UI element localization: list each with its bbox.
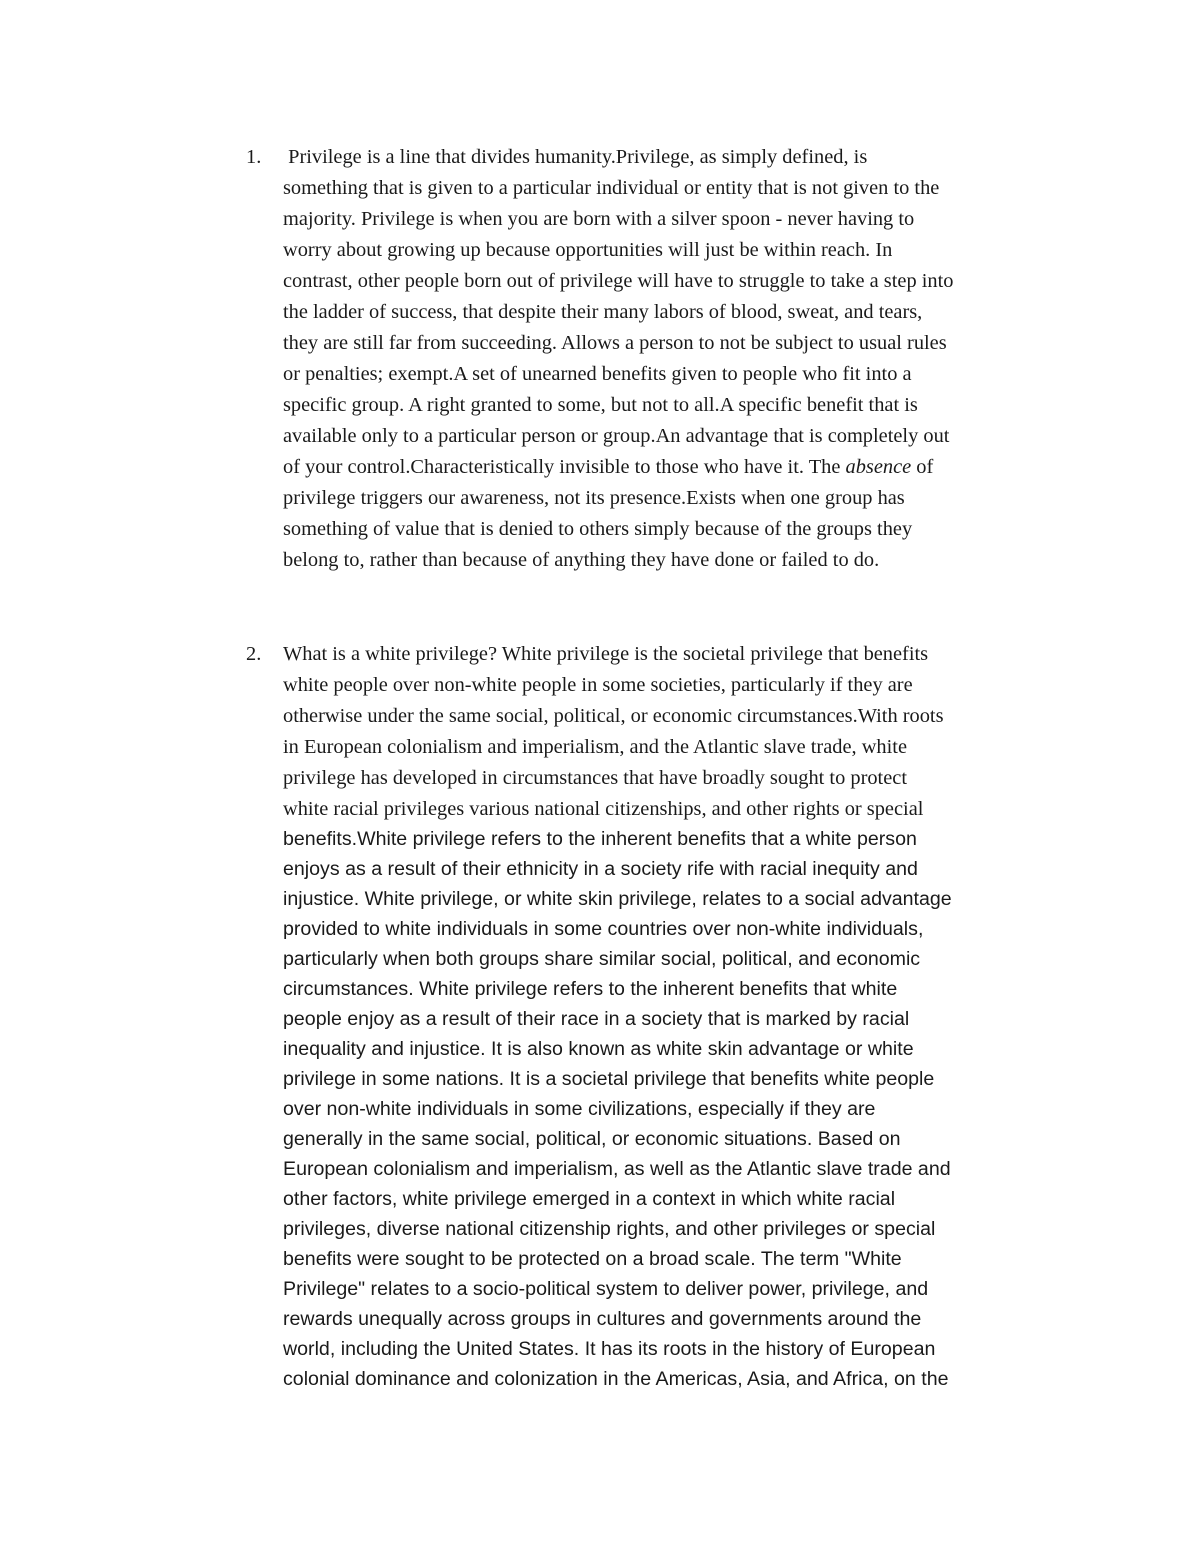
text-line-with-emphasis bbox=[283, 452, 1073, 483]
sans-text-block bbox=[283, 824, 1073, 1394]
text-line: benefits were sought to be protected on a broad scale. The term "White bbox=[283, 1248, 902, 1270]
text-line: contrast, other people born out of privilege will have to struggle to take a step into bbox=[283, 270, 954, 292]
text-line: world, including the United States. It has its roots in the history of European bbox=[283, 1338, 936, 1360]
text-line: Privilege is a line that divides humanity.Privilege, as simply defined, is bbox=[283, 146, 868, 168]
text-line: the ladder of success, that despite their many labors of blood, sweat, and tears, bbox=[283, 301, 923, 323]
text-line: injustice. White privilege, or white skin privilege, relates to a social advantage bbox=[283, 888, 952, 910]
text-line: rewards unequally across groups in cultures and governments around the bbox=[283, 1308, 922, 1330]
text-line: worry about growing up because opportunities will just be within reach. In bbox=[283, 239, 893, 261]
text-segment: of bbox=[911, 456, 934, 478]
list-number: 1. bbox=[246, 146, 262, 168]
paragraph-privilege-definition bbox=[283, 142, 1073, 576]
text-line: or penalties; exempt.A set of unearned benefits given to people who fit into a bbox=[283, 363, 912, 385]
text-line: colonial dominance and colonization in the Americas, Asia, and Africa, on the bbox=[283, 1368, 949, 1390]
text-line: What is a white privilege? White privilege is the societal privilege that benefits bbox=[283, 643, 929, 665]
text-line: privilege in some nations. It is a societal privilege that benefits white people bbox=[283, 1068, 935, 1090]
text-line: something that is given to a particular individual or entity that is not given to the bbox=[283, 177, 940, 199]
text-line: they are still far from succeeding. Allows a person to not be subject to usual rules bbox=[283, 332, 947, 354]
text-line: benefits.White privilege refers to the inherent benefits that a white person bbox=[283, 828, 917, 850]
text-line: otherwise under the same social, political, or economic circumstances.With roots bbox=[283, 705, 944, 727]
emphasis-word: absence bbox=[845, 456, 912, 478]
text-line: majority. Privilege is when you are born with a silver spoon - never having to bbox=[283, 208, 915, 230]
text-line: generally in the same social, political, or economic situations. Based on bbox=[283, 1128, 901, 1150]
text-line: inequality and injustice. It is also known as white skin advantage or white bbox=[283, 1038, 914, 1060]
text-line: privileges, diverse national citizenship rights, and other privileges or special bbox=[283, 1218, 936, 1240]
text-segment: of your control.Characteristically invisible to those who have it. The bbox=[283, 456, 846, 478]
text-line: people enjoy as a result of their race in a society that is marked by racial bbox=[283, 1008, 910, 1030]
text-line: particularly when both groups share similar social, political, and economic bbox=[283, 948, 921, 970]
text-line: Privilege" relates to a socio-political system to deliver power, privilege, and bbox=[283, 1278, 929, 1300]
text-line: European colonialism and imperialism, as well as the Atlantic slave trade and bbox=[283, 1158, 951, 1180]
text-line: available only to a particular person or group.An advantage that is completely out bbox=[283, 425, 950, 447]
text-line: belong to, rather than because of anything they have done or failed to do. bbox=[283, 549, 880, 571]
text-line: over non-white individuals in some civilizations, especially if they are bbox=[283, 1098, 876, 1120]
text-line: enjoys as a result of their ethnicity in a society rife with racial inequity and bbox=[283, 858, 918, 880]
text-line: provided to white individuals in some countries over non-white individuals, bbox=[283, 918, 924, 940]
text-line: other factors, white privilege emerged in a context in which white racial bbox=[283, 1188, 896, 1210]
text-line: something of value that is denied to others simply because of the groups they bbox=[283, 518, 913, 540]
text-line: white people over non-white people in some societies, particularly if they are bbox=[283, 674, 913, 696]
text-line: privilege triggers our awareness, not its presence.Exists when one group has bbox=[283, 487, 905, 509]
list-number: 2. bbox=[246, 643, 262, 665]
paragraph-white-privilege bbox=[283, 639, 1073, 1390]
text-line: white racial privileges various national citizenships, and other rights or special bbox=[283, 798, 924, 820]
text-line: in European colonialism and imperialism, and the Atlantic slave trade, white bbox=[283, 736, 908, 758]
text-line: circumstances. White privilege refers to the inherent benefits that white bbox=[283, 978, 898, 1000]
text-line: privilege has developed in circumstances that have broadly sought to protect bbox=[283, 767, 907, 789]
serif-text-block bbox=[283, 639, 1073, 825]
text-line: specific group. A right granted to some, but not to all.A specific benefit that is bbox=[283, 394, 918, 416]
